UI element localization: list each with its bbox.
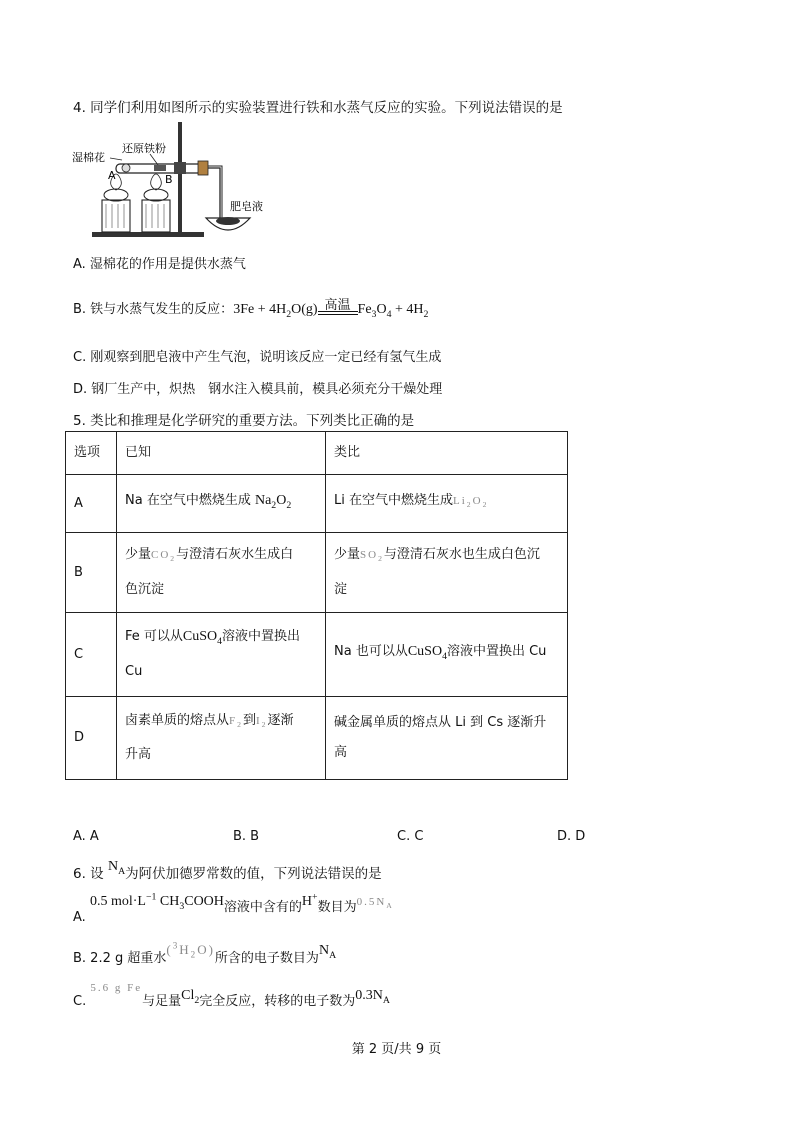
row-d-known: 卤素单质的熔点从$F_2$到$I_2$逐渐 升高: [117, 697, 326, 780]
q6-option-b: B. 2.2 g 超重水$(^3H_2O)$所含的电子数目为$N_A$: [73, 940, 337, 966]
page-footer: 第 2 页/共 9 页: [351, 1042, 442, 1057]
q6-stem: 6. 设 $N_A$为阿伏加德罗常数的值，下列说法错误的是: [73, 859, 382, 882]
q4-stem: 4. 同学们利用如图所示的实验装置进行铁和水蒸气反应的实验。下列说法错误的是: [73, 100, 563, 116]
header-option: 选项: [66, 432, 117, 475]
row-a-analogy: Li 在空气中燃烧生成$Li_2O_2$: [326, 475, 568, 533]
table-row: [66, 613, 568, 697]
row-b-analogy: 少量$SO_2$与澄清石灰水也生成白色沉 淀: [326, 533, 568, 613]
row-c-analogy: Na 也可以从CuSO$_4$溶液中置换出 Cu: [326, 613, 568, 697]
header-known: 已知: [117, 432, 326, 475]
q6-option-a: A. 0.5 $mol\cdot L^{-1}$ $CH_3COOH$溶液中含有的H+数目为$^{0.5N_A}$: [73, 891, 394, 925]
q5-table: [65, 431, 568, 780]
row-a-known: Na 在空气中燃烧生成 $Na_2O_2$: [117, 475, 326, 533]
label-b: B: [165, 173, 173, 186]
q5-answer-b: B. B: [233, 829, 260, 844]
table-row: [66, 697, 568, 780]
apparatus-figure: [70, 120, 290, 245]
q4-equation-arrow: [318, 297, 358, 320]
row-a-option: A: [66, 475, 117, 533]
q6-option-c: C. $^{5.6 g Fe}$与足量$Cl_2$完全反应，转移的电子数为$0.3N_A$: [73, 982, 390, 1009]
q4-equation-condition: 高温: [324, 297, 351, 313]
q5-stem: 5. 类比和推理是化学研究的重要方法。下列类比正确的是: [73, 413, 415, 429]
q4-option-b-prefix: B. 铁与水蒸气发生的反应：: [73, 302, 234, 317]
row-b-known: 少量$CO_2$与澄清石灰水生成白 色沉淀: [117, 533, 326, 613]
header-analogy: 类比: [326, 432, 568, 475]
q5-answer-c: C. C: [397, 829, 424, 844]
label-wet-cotton: 湿棉花: [72, 151, 105, 164]
q4-option-d: D. 钢厂生产中，炽热 钢水注入模具前，模具必须充分干燥处理: [73, 382, 443, 397]
label-soap: 肥皂液: [230, 200, 263, 213]
row-d-option: D: [66, 697, 117, 780]
row-d-analogy: 碱金属单质的熔点从 Li 到 Cs 逐渐升 高: [326, 697, 568, 780]
row-b-option: B: [66, 533, 117, 613]
q5-answer-d: D. D: [557, 829, 586, 844]
table-header-row: [66, 432, 568, 475]
label-a: A: [108, 169, 116, 182]
row-c-option: C: [66, 613, 117, 697]
q4-equation-left: $3Fe + 4H_2O(g)$: [233, 302, 318, 320]
q4-option-b: [73, 298, 428, 320]
table-row: [66, 533, 568, 613]
row-c-known: Fe 可以从CuSO$_4$溶液中置换出 Cu: [117, 613, 326, 697]
label-reduced-iron: 还原铁粉: [122, 142, 166, 155]
q4-option-a: A. 湿棉花的作用是提供水蒸气: [73, 257, 246, 272]
q4-option-c: C. 刚观察到肥皂液中产生气泡，说明该反应一定已经有氢气生成: [73, 350, 442, 365]
q4-equation-right: $Fe_3O_4 + 4H_2$: [357, 302, 429, 320]
table-row: [66, 475, 568, 533]
q5-answer-a: A. A: [73, 829, 99, 844]
